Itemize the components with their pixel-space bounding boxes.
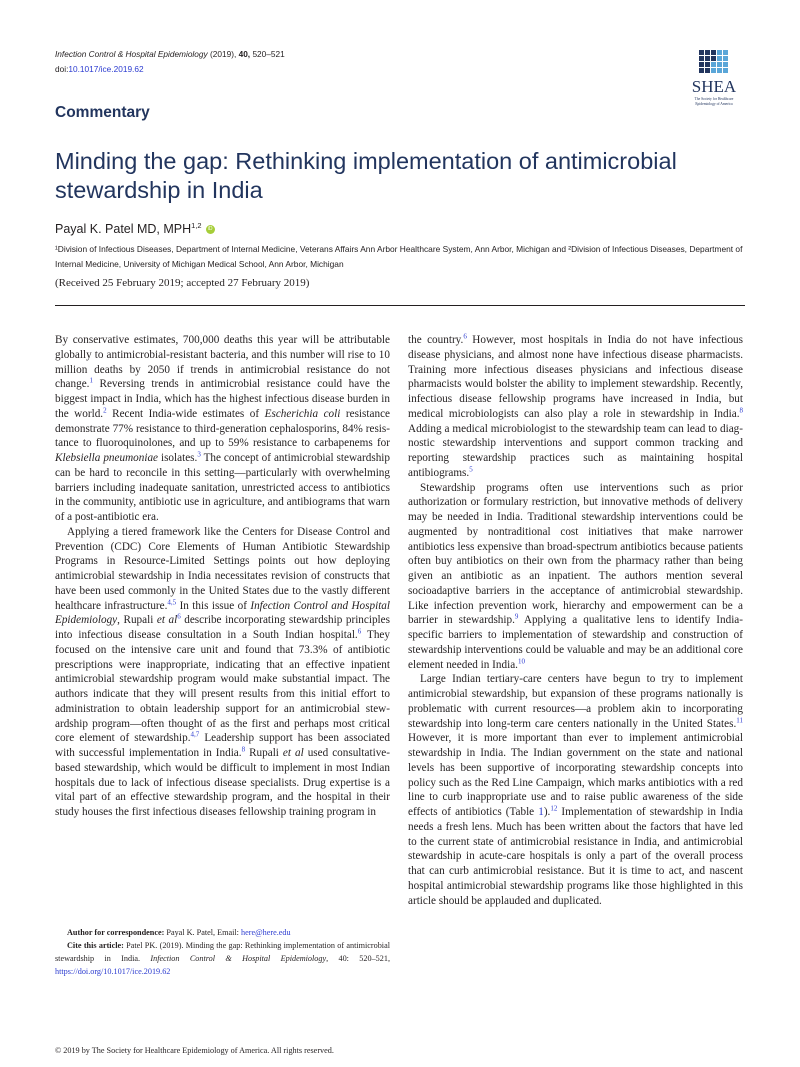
cite-doi-link[interactable]: https://doi.org/10.1017/ice.2019.62 — [55, 967, 171, 976]
affiliations: ¹Division of Infectious Diseases, Department of Internal Medicine, Veterans Affairs Ann Arbor Healthcare System, Ann Arbor, Michigan and ²Division of Infectious Diseases, Department of Internal Medicine, University of Michigan Medical School, Ann Arbor, Michigan — [55, 244, 743, 269]
body-text: In this issue of — [176, 599, 251, 612]
shea-logo — [684, 50, 744, 110]
body-text: the country. — [408, 334, 464, 346]
body-text: However, it is more important than ever to implement antimicrobial stewardship in India. The Indian government on the state and national levels has been supportive of incorporating stewardship concepts into policy such as the Red Line Campaign, which marks antibiotics with a red line to curb inappropriate use and to raise public awareness of the side effects of antibiotics (Table — [408, 732, 743, 818]
body-text: Applying a qualitative lens to identify India-specific barriers to implementation of stewardship and construction of stewardship interventions could be valuable and may be an additional core element needed in India. — [408, 614, 743, 671]
body-text: However, most hospitals in India do not have infectious disease physicians, and almost none have infectious disease pharmacists. Training more infectious diseases physicians and infectious disease pharmacists would bolster the ability to implement stewardship. Recently, infectious disease fellowship programs have increased in India, but medical microbiologists can also play a role in stewardship in India. — [408, 334, 743, 420]
body-text: describe incorporating stewardship principles into infectious disease consultation in a South Indian hospital. — [55, 614, 390, 641]
cite-volume: , 40: 520–521, — [326, 954, 390, 963]
reference-link[interactable]: 4,5 — [167, 597, 177, 606]
reference-link[interactable]: 5 — [469, 465, 473, 474]
reference-link[interactable]: 6 — [177, 612, 181, 621]
body-text: By conservative estimates, 700,000 deaths this year will be attributable globally to antimicrobial-resistant bacteria, and this number will rise to 10 million deaths by 2050 if trends in antimicrobial resistance do not change. — [55, 334, 390, 391]
author-line — [55, 221, 215, 236]
body-text: ). — [543, 806, 551, 818]
reference-link[interactable]: 10 — [517, 656, 525, 665]
orcid-icon[interactable]: iD — [206, 225, 215, 234]
received-dates: (Received 25 February 2019; accepted 27 February 2019) — [55, 277, 310, 289]
copyright: © 2019 by The Society for Healthcare Epidemiology of America. All rights reserved. — [55, 1046, 334, 1055]
body-text: Stewardship programs often use interventions such as prior authorization or formulary restriction, but innovative methods of delivery may be needed in India. Traditional stewardship interventions could be augmented by nontraditional cost initiatives that make narrower antibiotics less expensive than broad-spectrum antibiotics because patients often buy antibiotics on their own from the pharmacy rather than being given an antibiotic as an inpatient. The authors mention several socioadaptive barriers in the acceptance of antimicrobial stewardship. Like infection prevention work, hierarchy and empowerment can be a barrier in stewardship. — [408, 481, 743, 627]
italic-text: Infection Control and Hospital Epidemiology — [55, 599, 391, 627]
body-text: Large Indian tertiary-care centers have begun to try to implement antimicrobial stewardship, but expansion of these programs nationally is problematic with current resources—a problem akin to incorporating stewardship into long-term care centers nationally in the United States. — [408, 673, 743, 730]
body-text: They focused on the intensive care unit and found that 73.3% of antibiotic prescriptions were inappropriate, indicating that an effective inpatient antimicrobial stewardship program would make substantial impact. The authors indicate that they will present results from this initial effort to administration to obtain leadership support for an antimicrobial stewardship program—often thought of as the first and perhaps most critical core element of stewardship. — [55, 629, 390, 745]
reference-link[interactable]: 4,7 — [190, 730, 200, 739]
body-text: The concept of antimicrobial stewardship can be hard to reconcile in this setting—particularly with overwhelming barriers including inadequate sanitation, unrestricted access to antibiotics in the community, antibiotic use in agriculture, and antibiograms that warn of a post-antibiotic era. — [55, 452, 390, 523]
body-paragraph — [55, 333, 390, 525]
body-text: Rupali — [245, 747, 283, 759]
body-text: isolates. — [158, 452, 198, 464]
reference-link[interactable]: 3 — [197, 450, 201, 459]
reference-link[interactable]: 9 — [514, 612, 519, 621]
svg-text:SHEA: SHEA — [691, 77, 737, 96]
cite-label: Cite this article: — [67, 941, 124, 950]
body-text: Adding a medical microbiologist to the stewardship team can lead to diagnostic stewardship interventions and support common tracking and reporting stewardship practices such as maintaining hospital antibiograms. — [408, 422, 743, 479]
table-link[interactable]: 1 — [538, 806, 544, 818]
reference-link[interactable]: 6 — [463, 332, 467, 341]
body-text: Implementation of stewardship in India needs a fresh lens. Much has been written about the factors that have led to the current state of antimicrobial resistance in India, and antimicrobial stewardship in acute-care hospitals is only a part of the overall process that can curb antimicrobial resistance. But it is time to act, and nascent hospital antimicrobial stewardship programs like those highlighted in this article should be applauded and duplicated. — [408, 806, 743, 907]
body-text: Reversing trends in antimicrobial resistance could have the biggest impact in India, which has the highest infectious disease burden in the world. — [55, 378, 390, 420]
reference-link[interactable]: 2 — [103, 406, 107, 415]
section-label: Commentary — [55, 104, 150, 121]
italic-text: Klebsiella pneumoniae — [55, 452, 159, 464]
journal-pages: 520–521 — [252, 49, 285, 59]
footnotes — [55, 926, 390, 978]
italic-text: et al — [282, 747, 304, 759]
correspondence-text: Payal K. Patel, Email: — [164, 928, 241, 937]
article-title: Minding the gap: Rethinking implementation of antimicrobial stewardship in India — [55, 148, 677, 203]
right-column — [408, 333, 743, 908]
journal-year: (2019), — [209, 49, 237, 59]
reference-link[interactable]: 8 — [739, 406, 743, 415]
author-affiliation-marks: 1,2 — [191, 221, 202, 230]
left-column — [55, 333, 390, 820]
cite-journal: Infection Control & Hospital Epidemiology — [150, 954, 327, 963]
email-link[interactable]: here@here.edu — [240, 928, 291, 937]
cite-text: Patel PK. (2019). Minding the gap: Rethinking implementation of antimicrobial stewardship in India. — [55, 941, 390, 963]
body-text: Applying a tiered framework like the Centers for Disease Control and Prevention (CDC) Core Elements of Human Antibiotic Stewardship Programs in Resource-Limited Settings points out how deploying antimicrobial stewardship in India necessitates revision of constructs that have been used commonly in the United States due to the vastly different healthcare infrastructure. — [55, 525, 390, 612]
reference-link[interactable]: 6 — [357, 627, 362, 636]
body-paragraph — [408, 481, 743, 673]
correspondence-label: Author for correspondence: — [67, 928, 165, 937]
header-divider — [55, 305, 745, 306]
journal-name: Infection Control & Hospital Epidemiology — [55, 49, 208, 59]
reference-link[interactable]: 11 — [736, 715, 743, 724]
italic-text: et al — [156, 614, 178, 627]
author-name: Payal K. Patel MD, MPH — [55, 222, 192, 237]
reference-link[interactable]: 1 — [89, 376, 93, 385]
body-text: Leadership support has been associated with successful implementation in India. — [55, 732, 390, 759]
svg-text:Epidemiology of America: Epidemiology of America — [695, 102, 733, 106]
body-text: resistance demonstrate 77% resistance to third-generation cephalosporins, 84% resistance to fluoroquinolones, and up to 59% resistance to carbapenems for — [55, 407, 390, 450]
body-paragraph — [55, 525, 390, 820]
body-text: , Rupali — [117, 614, 157, 627]
journal-volume: 40, — [238, 49, 251, 59]
doi-label: doi: — [55, 64, 69, 74]
body-paragraph — [408, 333, 743, 481]
reference-link[interactable]: 8 — [241, 745, 246, 754]
journal-header — [55, 47, 285, 77]
body-text: Recent India-wide estimates of — [106, 407, 265, 420]
svg-text:The Society for Healthcare: The Society for Healthcare — [694, 97, 734, 101]
body-text: used consultative-based stewardship, which would be difficult to implement in most Indian hospitals due to lack of infectious disease specialists. Drug expertise is a vital part of an effective stewardship program, and the hospital in their study houses the first infectious diseases fellowship training program in — [55, 747, 390, 818]
reference-link[interactable]: 12 — [550, 804, 558, 813]
body-paragraph — [408, 672, 743, 908]
italic-text: Escherichia coli — [264, 407, 341, 420]
doi-link[interactable]: 10.1017/ice.2019.62 — [68, 64, 144, 74]
